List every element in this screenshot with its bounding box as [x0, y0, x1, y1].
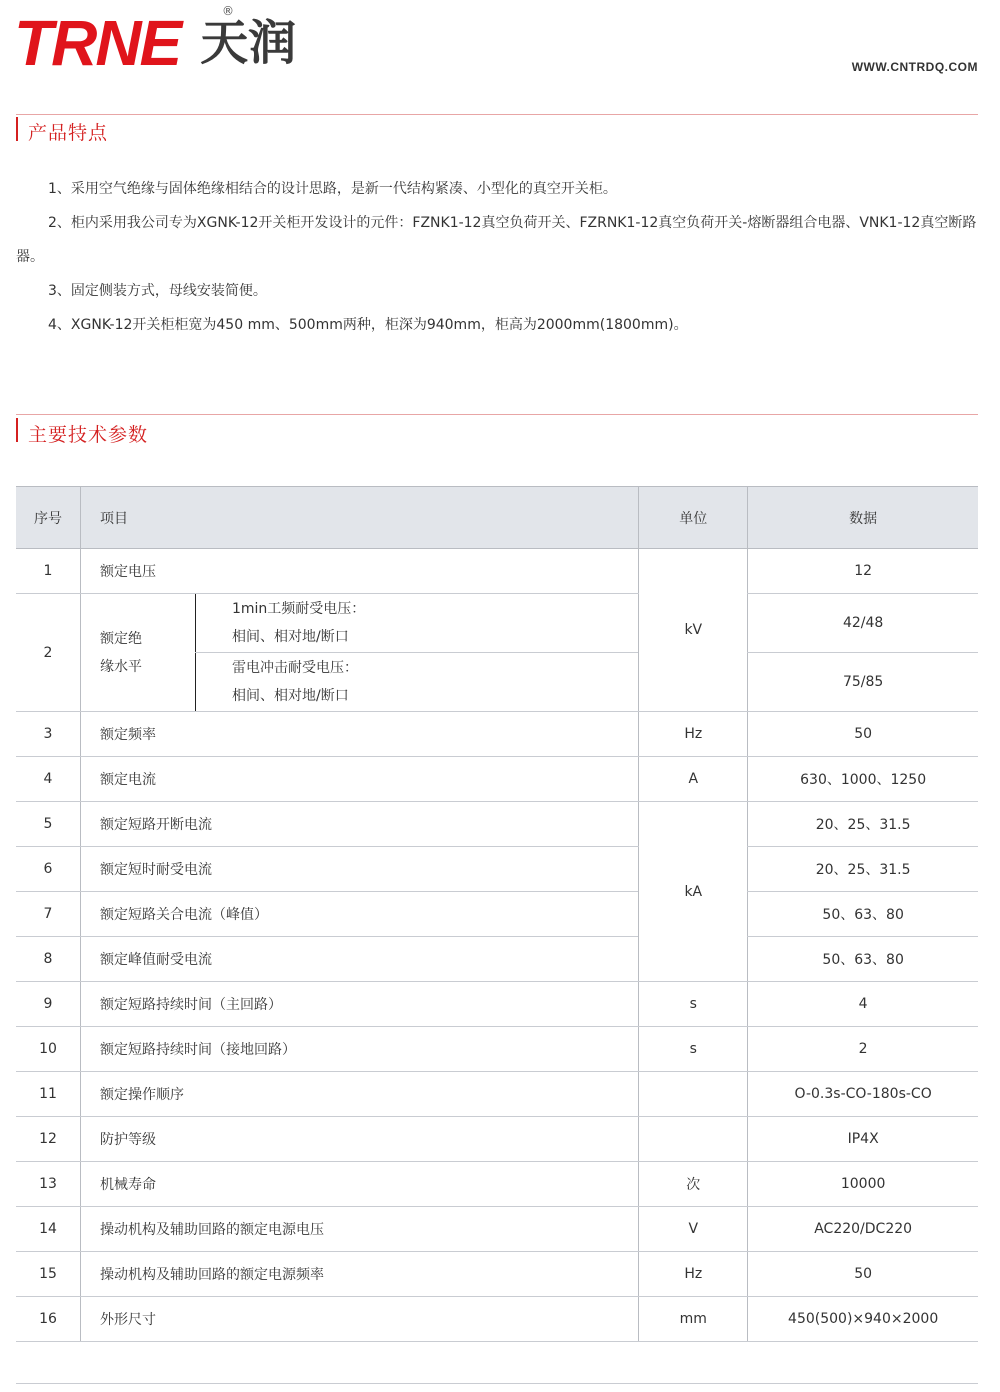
table-row [16, 712, 978, 757]
row-no: 15 [16, 1252, 81, 1297]
row-value: 630、1000、1250 [748, 757, 978, 802]
header-unit: 单位 [639, 487, 748, 549]
row-item: 额定短路持续时间（接地回路） [81, 1027, 639, 1072]
row-no: 3 [16, 712, 81, 757]
row-no: 14 [16, 1207, 81, 1252]
row-item-line: 额定绝 [100, 630, 142, 647]
row-value: 50 [748, 712, 978, 757]
row-value: 450(500)×940×2000 [748, 1297, 978, 1342]
row-no: 2 [16, 594, 81, 712]
logo-latin-text: TRNE [14, 7, 181, 79]
row-unit: kV [639, 549, 748, 712]
logo-chinese-text: 天润 [200, 15, 297, 71]
row-unit: Hz [639, 1252, 748, 1297]
row-item: 额定短路关合电流（峰值） [81, 892, 639, 937]
header-item: 项目 [81, 487, 639, 549]
row-no: 13 [16, 1162, 81, 1207]
row-unit: s [639, 1027, 748, 1072]
feature-item: 3、固定侧装方式，母线安装简便。 [48, 283, 267, 299]
row-value: O-0.3s-CO-180s-CO [748, 1072, 978, 1117]
row-item: 操动机构及辅助回路的额定电源频率 [81, 1252, 639, 1297]
row-value: 2 [748, 1027, 978, 1072]
row-item: 额定短时耐受电流 [81, 847, 639, 892]
row-item: 额定电流 [81, 757, 639, 802]
row-no: 9 [16, 982, 81, 1027]
header-value: 数据 [748, 487, 978, 549]
row-value: 50 [748, 1252, 978, 1297]
sub-item-line: 相间、相对地/断口 [232, 629, 349, 645]
table-row [16, 1117, 978, 1162]
row-unit: V [639, 1207, 748, 1252]
row-value: 12 [748, 549, 978, 594]
registered-mark: ® [222, 4, 234, 18]
row-item: 额定峰值耐受电流 [81, 937, 639, 982]
row-value: IP4X [748, 1117, 978, 1162]
sub-item-line: 雷电冲击耐受电压： [232, 660, 358, 676]
row-item: 操动机构及辅助回路的额定电源电压 [81, 1207, 639, 1252]
bottom-divider [16, 1383, 978, 1384]
row-item: 额定电压 [81, 549, 639, 594]
row-no: 10 [16, 1027, 81, 1072]
section-marker [16, 117, 18, 141]
table-row [16, 1207, 978, 1252]
row-value: 50、63、80 [748, 892, 978, 937]
row-no: 4 [16, 757, 81, 802]
brand-logo [14, 8, 296, 78]
row-value: 20、25、31.5 [748, 847, 978, 892]
page-header [0, 0, 1000, 110]
row-unit: A [639, 757, 748, 802]
row-value: 50、63、80 [748, 937, 978, 982]
row-item [81, 594, 196, 712]
row-unit: s [639, 982, 748, 1027]
section-marker [16, 418, 18, 442]
section-divider [16, 414, 978, 415]
table-row [16, 937, 978, 982]
row-no: 8 [16, 937, 81, 982]
row-no: 7 [16, 892, 81, 937]
row-unit: mm [639, 1297, 748, 1342]
row-unit [639, 1072, 748, 1117]
row-unit: kA [639, 802, 748, 982]
feature-item: 1、采用空气绝缘与固体绝缘相结合的设计思路，是新一代结构紧凑、小型化的真空开关柜。 [48, 181, 617, 197]
row-value: 4 [748, 982, 978, 1027]
table-row [16, 757, 978, 802]
row-no: 6 [16, 847, 81, 892]
table-row [16, 982, 978, 1027]
row-no: 11 [16, 1072, 81, 1117]
row-unit: Hz [639, 712, 748, 757]
table-row [16, 1072, 978, 1117]
table-row [16, 1162, 978, 1207]
row-item: 机械寿命 [81, 1162, 639, 1207]
feature-item: 4、XGNK-12开关柜柜宽为450 mm、500mm两种，柜深为940mm，柜高为2000mm(1800mm)。 [48, 317, 688, 333]
header-no: 序号 [16, 487, 81, 549]
section-divider [16, 114, 978, 115]
table-row [16, 1297, 978, 1342]
row-value: 10000 [748, 1162, 978, 1207]
row-value: 75/85 [748, 653, 978, 712]
row-item-line: 缘水平 [100, 658, 142, 675]
specs-title: 主要技术参数 [28, 424, 149, 446]
features-list [16, 172, 978, 342]
row-item: 额定频率 [81, 712, 639, 757]
row-item: 额定短路开断电流 [81, 802, 639, 847]
sub-item-line: 1min工频耐受电压： [232, 601, 366, 617]
table-row [16, 802, 978, 847]
table-row [16, 594, 978, 653]
row-no: 16 [16, 1297, 81, 1342]
spec-table [16, 486, 978, 1342]
feature-item: 2、柜内采用我公司专为XGNK-12开关柜开发设计的元件：FZNK1-12真空负荷开关、FZRNK1-12真空负荷开关-熔断器组合电器、VNK1-12真空断路器。 [16, 215, 977, 265]
row-sub-item [196, 594, 639, 653]
table-row [16, 549, 978, 594]
website-url: WWW.CNTRDQ.COM [851, 60, 978, 74]
row-sub-item [196, 653, 639, 712]
row-value: AC220/DC220 [748, 1207, 978, 1252]
row-value: 20、25、31.5 [748, 802, 978, 847]
row-no: 12 [16, 1117, 81, 1162]
features-title: 产品特点 [28, 122, 109, 144]
table-header-row [16, 487, 978, 549]
table-row [16, 1027, 978, 1072]
table-row [16, 892, 978, 937]
row-item: 额定操作顺序 [81, 1072, 639, 1117]
row-value: 42/48 [748, 594, 978, 653]
table-row [16, 847, 978, 892]
row-item: 防护等级 [81, 1117, 639, 1162]
row-item: 额定短路持续时间（主回路） [81, 982, 639, 1027]
sub-item-line: 相间、相对地/断口 [232, 688, 349, 704]
row-unit: 次 [639, 1162, 748, 1207]
row-no: 5 [16, 802, 81, 847]
table-row [16, 1252, 978, 1297]
row-unit [639, 1117, 748, 1162]
row-no: 1 [16, 549, 81, 594]
row-item: 外形尺寸 [81, 1297, 639, 1342]
